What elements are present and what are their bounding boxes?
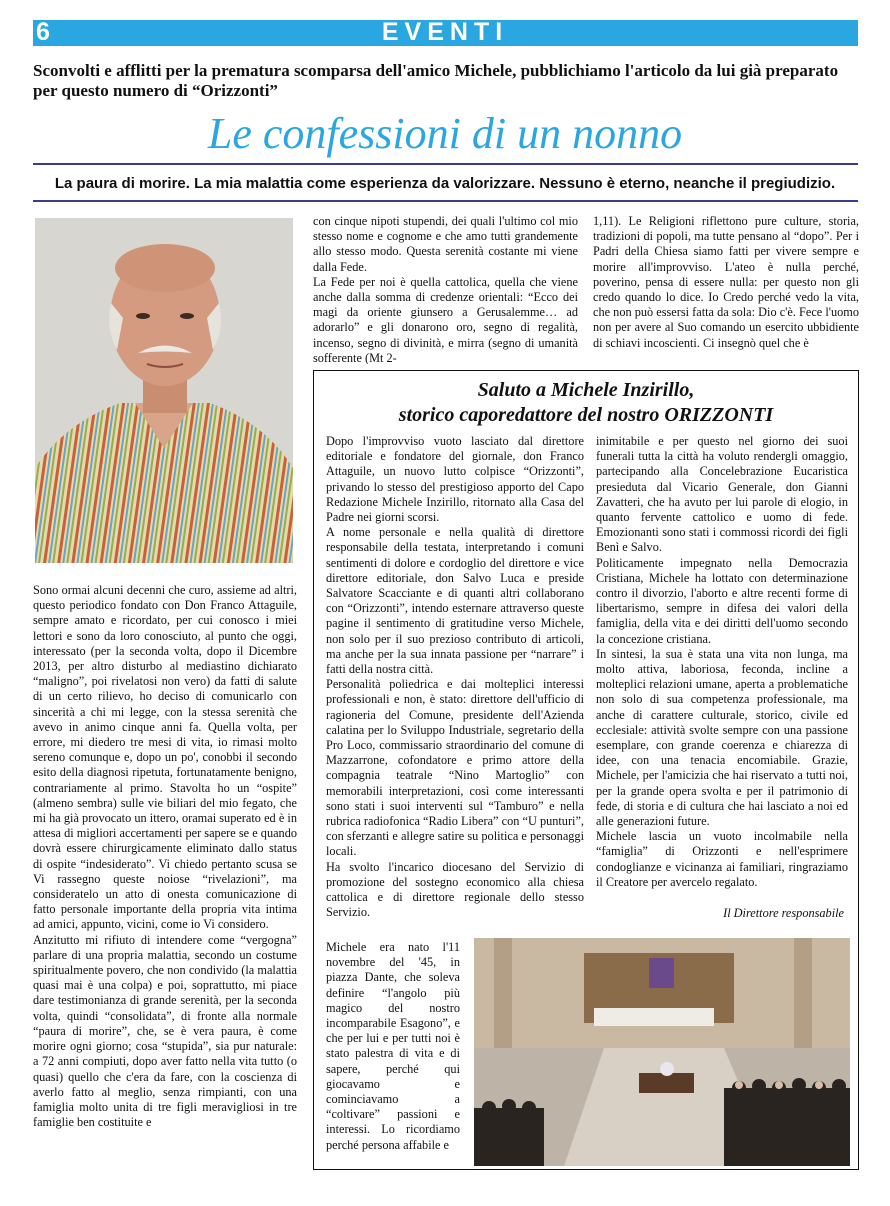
funeral-photo: [474, 938, 850, 1166]
author-portrait: [35, 218, 293, 563]
paragraph: Personalità poliedrica e dai molteplici interessi professionali e non, è stato: direttore dell'ufficio di ragioneria del Comune, presidente dell'Azienda calatina per lo Sviluppo Industriale, segretario della Pro Loco, commissario straordinario del comune di Mazzarrone, cofondatore e primo attore della compagnia teatrale “Nino Martoglio” con memorabili interpretazioni, così come interessanti sono stati i suoi interventi sul “Tamburo” e nella rubrica radiofonica “Radio Libera” con “U punturi”, con sferzanti e allegre satire su politica e personaggi locali.: [326, 677, 584, 859]
article-column-1: [33, 583, 297, 1130]
paragraph: Anzitutto mi rifiuto di intendere come “vergogna” parlare di una propria malattia, secondo un costume spiritualmente povero, che non condivido (la malattia quasi mai è una colpa) e poi, soprattutto, mi piace dare testimonianza di grande serenità, per la seconda volta, quindi “consolidata”, di fronte alla normale “paura di morire”, che, se è vera paura, è come morire ogni giorno; cosa “stupida”, sia pur naturale: a 72 anni compiuti, dopo aver fatto nella vita tutto (o quasi) quello che c'era da fare, con la coscienza di averlo fatto al meglio, senza rimpianti, con una famiglia molto unita di tre figli meravigliosi in tre famiglie ben costituite e: [33, 932, 297, 1130]
paragraph: inimitabile e per questo nel giorno dei suoi funerali tutta la città ha voluto rendergli omaggio, partecipando alla Concelebrazione Eucaristica presieduta dal Vicario Generale, don Gianni Zavatteri, che ha avuto per lui parole di elogio, in quanto fervente cattolico e uomo di fede. Emozionanti sono stati i commossi ricordi dei figli Benì e Salvo.: [596, 434, 848, 555]
paragraph: In sintesi, la sua è stata una vita non lunga, ma molto attiva, laboriosa, feconda, incline a molteplici relazioni umane, aperta a problematiche non solo di sua competenza professionale, ma anche di carattere culturale, storico, civile ed ecclesiale: attività svolte sempre con una passione esemplare, con grande coerenza e chiarezza di idee, con una tenacia encomiabile. Grazie, Michele, per l'amicizia che hai riservato a tutti noi, per la grande opera svolta e per il patrimonio di fede, di storia e di cultura che hai lasciato a noi ed alle generazioni future.: [596, 646, 848, 829]
paragraph: A nome personale e nella qualità di direttore responsabile della testata, interpretando i comuni sentimenti di dolore e cordoglio del direttore e vice direttore editoriale, don Salvo Luca e preside Salvatore Scacciante e di quanti altri collaborano con “Orizzonti”, intendo esternare attraverso queste pagine il sentimento di gratitudine verso Michele, non solo per il suo prezioso contributo di articoli, ma anche per la sua innata passione per “narrare” i fatti della nostra città.: [326, 525, 584, 677]
article-column-3: [593, 214, 859, 364]
paragraph: con cinque nipoti stupendi, dei quali l'ultimo col mio stesso nome e cognome e che amo tutti grandemente allo stesso modo. Questa serenità costante mi viene dalla Fede.: [313, 214, 578, 274]
tribute-column-1: [326, 434, 584, 921]
tribute-title: [313, 378, 859, 428]
section-title: EVENTI: [381, 18, 509, 46]
tribute-title-line: storico caporedattore del nostro ORIZZONTI: [398, 404, 774, 426]
signature: Il Direttore responsabile: [723, 906, 844, 920]
paragraph: Politicamente impegnato nella Democrazia Cristiana, Michele ha lottato con determinazione contro il divorzio, l'aborto e altre recenti forme di libertarismo, sempre in difesa dei valori della famiglia, della vita e dei diritti dell'uomo secondo la concezione cristiana.: [596, 555, 848, 646]
paragraph: Sono ormai alcuni decenni che curo, assieme ad altri, questo periodico fondato con Don Franco Attaguile, sempre amato e ricordato, per cui conosco i miei lettori e sono da loro conosciuto, al punto che oggi, interessato (per la seconda volta, dopo il Dicembre 2013, per altro disturbo al mediastino dichiarato “maligno”, poi rivelatosi non vero) da fatti di salute di un certo rilievo, ho deciso di comunicarlo con sincerità a chi mi legge, con la stessa serenità che avevo in animo cinque anni fa. Quella volta, per errore, mi diedero tre mesi di vita, io rimasi molto sereno comunque e, dopo un po', conobbi il secondo esito della diagnosi ripetuta, fortunatamente benigno, contrariamente al primo. Stavolta ho un “ospite” (almeno sembra) sulle vie biliari del mio fegato, che mi ha già provocato un ittero, oramai superato ed è in attesa di migliori accertamenti per sapere se e quando dovrà essere chirurgicamente eliminato dallo status di ospite “indesiderato”. Vi chiedo pertanto scusa se Vi rassegno queste noiose “rivelazioni”, ma consideratelo un atto di onesta comunicazione di fatto personale importante della propria vita intima ad amici, appunto, vicini, come io Vi considero.: [33, 583, 297, 932]
paragraph: Michele lascia un vuoto incolmabile nella “famiglia” di Orizzonti e nell'esprimere condoglianze e vicinanza ai familiari, ringraziamo il Creatore per avercelo regalato.: [596, 829, 848, 889]
article-subtitle: La paura di morire. La mia malattia come esperienza da valorizzare. Nessuno è eterno, neanche il pregiudizio.: [54, 175, 836, 192]
intro-text: Sconvolti e afflitti per la prematura scomparsa dell'amico Michele, pubblichiamo l'articolo da lui già preparato per questo numero di “Orizzonti”: [33, 61, 839, 100]
tribute-column-2: [596, 434, 848, 890]
tribute-title-line: Saluto a Michele Inzirillo,: [477, 379, 695, 401]
page-number: 6: [36, 18, 51, 46]
divider: [33, 163, 858, 165]
article-column-2: [313, 214, 578, 364]
paragraph: La Fede per noi è quella cattolica, quella che viene anche dalla somma di credenze orientali: “Ecco dei magi da oriente giunsero a Gerusalemme… ad adorarlo” e gli donarono oro, segno di regalità, incenso, segno di divinità, e mirra (segno di umanità sofferente (Mt 2-: [313, 274, 578, 364]
paragraph: Dopo l'improvviso vuoto lasciato dal direttore editoriale e fondatore del giornale, don Franco Attaguile, un nuovo lutto colpisce “Orizzonti”, privando lo stesso del prestigioso apporto del Capo Redazione Michele Inzirillo, ritornato alla Casa del Padre nei giorni scorsi.: [326, 434, 584, 525]
paragraph: Ha svolto l'incarico diocesano del Servizio di promozione del sostegno economico alla chiesa cattolica e di direttore regionale dello stesso Servizio.: [326, 859, 584, 920]
article-title: Le confessioni di un nonno: [207, 109, 683, 158]
divider: [33, 200, 858, 202]
paragraph: 1,11). Le Religioni riflettono pure culture, storia, tradizioni di popoli, ma tutte pensano al “dopo”. Per i Padri della Chiesa siamo fatti per vivere sempre e morire all'improvviso. L'ateo è nulla perché, poverino, pensa di essere nulla: per questo non gli credo quando lo dice. Io Credo perché vedo la vita, che non può essersi fatta da sola: Dio c'è. Fece l'uomo non per avere al Suo comando un esercito ubbidiente di schiavi incoscienti. Ci insegnò quel che è: [593, 214, 859, 350]
tribute-column-1-continued: Michele era nato l'11 novembre del '45, in piazza Dante, che soleva definire “l'angolo più magico del nostro incomparabile Esagono”, e che per lui e per tutti noi è stato palestra di vita e di sapere, perché qui giocavamo e cominciavamo a “coltivare” passioni e interessi. Lo ricordiamo perché persona affabile e: [326, 940, 460, 1152]
